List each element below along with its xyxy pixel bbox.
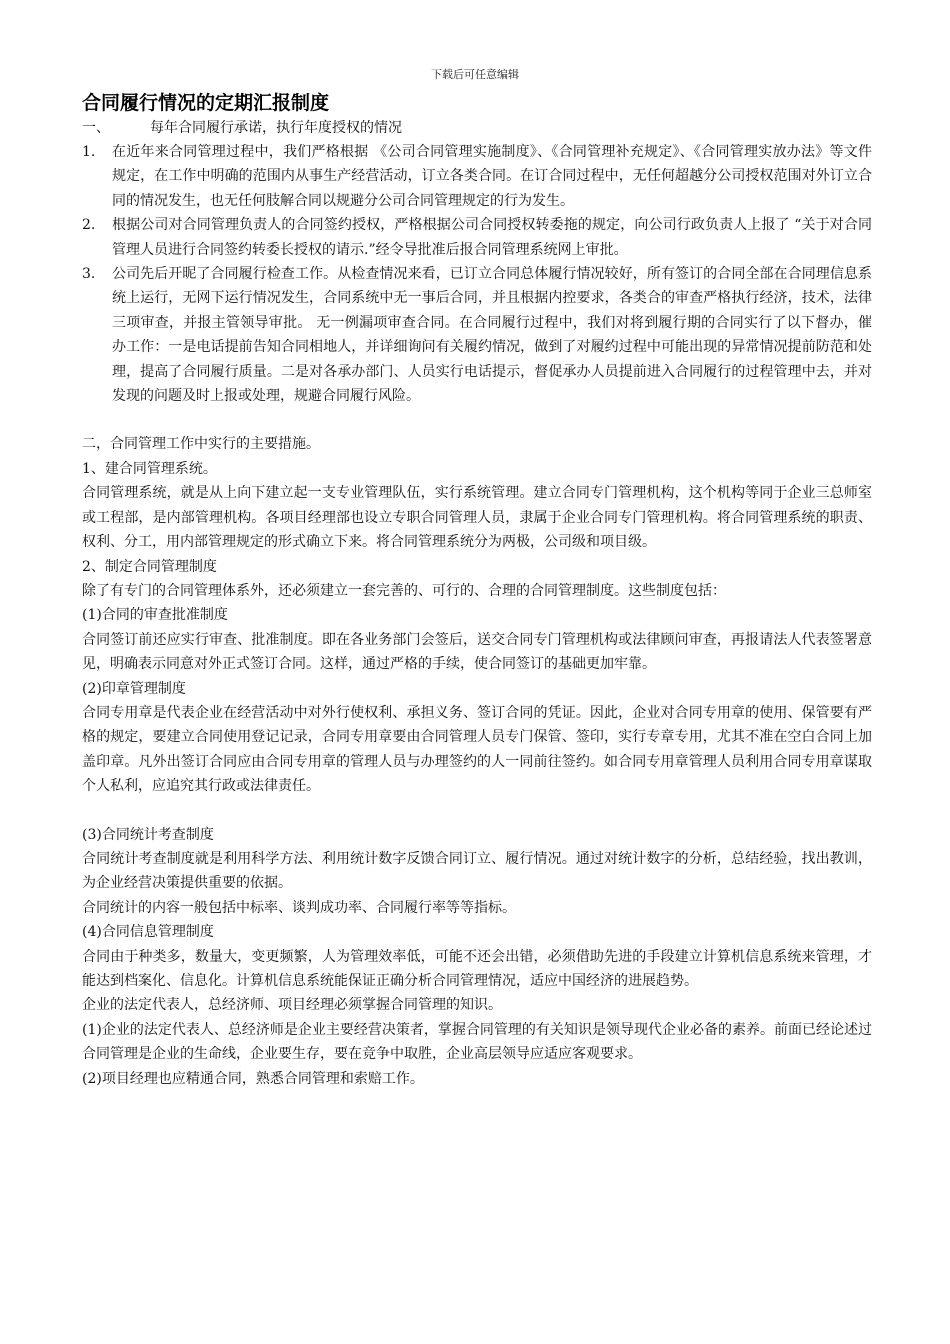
paragraph: (2)印章管理制度 bbox=[82, 680, 186, 697]
section-1-title: 每年合同履行承诺，执行年度授权的情况 bbox=[150, 120, 402, 136]
paragraph: 合同统计考查制度就是利用科学方法、利用统计数字反馈合同订立、履行情况。通过对统计数字的分析，总结经验，找出教训，为企业经营决策提供重要的依据。 bbox=[82, 850, 872, 892]
paragraph: (3)合同统计考查制度 bbox=[82, 826, 214, 843]
list-item bbox=[82, 262, 872, 408]
list-item-text: 公司先后开昵了合同履行检查工作。从检查情况来看，已订立合同总体履行情况较好，所有签订的合同全部在合同理信息系统上运行，无网下运行情况发生，合同系统中无一事后合同，并且根据内控要求，各类合的审查严格执行经济，技术，法律三项审查，并报主管领导审批。 无一例漏项审查合同。在合同履行过程中，我们对将到履行期的合同实行了以下督办，催办工作：一是电话提前告知合同相地人，并详细询问有关履约情况，做到了对履约过程中可能出现的异常情况提前防范和处理，提高了合同履行质量。二是对各承办部门、人员实行电话提示，督促承办人员提前进入合同履行的过程管理中去，并对发现的问题及时上报或处理，规避合同履行风险。 bbox=[112, 266, 872, 405]
spacer bbox=[82, 408, 872, 432]
list-item bbox=[82, 140, 872, 213]
paragraph: 合同专用章是代表企业在经营活动中对外行使权利、承担义务、签订合同的凭证。因此，企业对合同专用章的使用、保管要有严格的规定，要建立合同使用登记记录，合同专用章要由合同管理人员专门保管、签印，实行专章专用，尤其不准在空白合同上加盖印章。凡外出签订合同应由合同专用章的管理人员与办理签约的人一同前往签约。如合同专用章管理人员利用合同专用章谋取个人私利，应追究其行政或法律责任。 bbox=[82, 704, 872, 795]
paragraph: 合同由于种类多，数量大，变更频繁，人为管理效率低，可能不还会出错，必须借助先进的手段建立计算机信息系统来管理，才能达到档案化、信息化。计算机信息系统能保证正确分析合同管理情况，适应中国经济的进展趋势。 bbox=[82, 948, 872, 989]
list-item-text: 在近年来合同管理过程中，我们严格根据 《公司合同管理实施制度》、《合同管理补充规定》、《合同管理实放办法》等文件规定，在工作中明确的范围内从事生产经营活动，订立各类合同。在订合同过程中，无任何超越分公司授权范围对外订立合同的情况发生，也无任何肢解合同以规避分公司合同管理规定的行为发生。 bbox=[112, 144, 872, 209]
paragraph: 2、制定合同管理制度 bbox=[82, 558, 217, 575]
paragraph: 合同管理系统，就是从上向下建立起一支专业管理队伍，实行系统管理。建立合同专门管理机构，这个机构等同于企业三总师室或工程部，是内部管理机构。各项目经理部也设立专职合同管理人员，隶属于企业合同专门管理机构。将合同管理系统的职责、权利、分工，用内部管理规定的形式确立下来。将合同管理系统分为两极，公司级和项目级。 bbox=[82, 485, 872, 551]
paragraph: 合同签订前还应实行审查、批准制度。即在各业务部门会签后，送交合同专门管理机构或法律顾问审查，再报请法人代表签署意见，明确表示同意对外正式签订合同。这样，通过严格的手续，使合同签订的基础更加牢靠。 bbox=[82, 631, 872, 673]
paragraph: (4)合同信息管理制度 bbox=[82, 924, 214, 941]
paragraph: (1)合同的审查批准制度 bbox=[82, 607, 228, 624]
section-1-heading bbox=[82, 116, 872, 140]
paragraph: 1、建合同管理系统。 bbox=[82, 460, 217, 477]
list-item bbox=[82, 213, 872, 262]
list-item-text: 根据公司对合同管理负责人的合同签约授权，严格根据公司合同授权转委拖的规定，向公司行政负责人上报了 “关于对合同管理人员进行合同签约转委长授权的请示.”经令导批准后报合同管理系统网上审批。 bbox=[112, 217, 872, 258]
paragraph: 除了有专门的合同管理体系外，还必须建立一套完善的、可行的、合理的合同管理制度。这些制度包括： bbox=[82, 582, 726, 599]
page-header: 下载后可任意编辑 bbox=[431, 68, 519, 81]
document-body bbox=[82, 90, 872, 1091]
paragraph: 企业的法定代表人，总经济师、项目经理必须掌握合同管理的知识。 bbox=[82, 997, 502, 1014]
paragraph: (2)项目经理也应精通合同，熟悉合同管理和索赔工作。 bbox=[82, 1070, 424, 1087]
list-item-number: 3. bbox=[82, 266, 96, 283]
document-title: 合同履行情况的定期汇报制度 bbox=[82, 92, 330, 114]
paragraph: 合同统计的内容一般包括中标率、谈判成功率、合同履行率等等指标。 bbox=[82, 899, 516, 916]
list-item-number: 2. bbox=[82, 217, 96, 234]
section-2-heading: 二，合同管理工作中实行的主要措施。 bbox=[82, 436, 320, 453]
list-item-number: 1. bbox=[82, 144, 96, 160]
spacer bbox=[82, 799, 872, 823]
section-1-list bbox=[82, 140, 872, 408]
paragraph: (1)企业的法定代表人、总经济师是企业主要经营决策者，掌握合同管理的有关知识是领导现代企业必备的素养。前面已经论述过合同管理是企业的生命线，企业要生存，要在竞争中取胜，企业高层领导应适应客观要求。 bbox=[82, 1021, 872, 1063]
section-1-number: 一、 bbox=[82, 120, 110, 136]
